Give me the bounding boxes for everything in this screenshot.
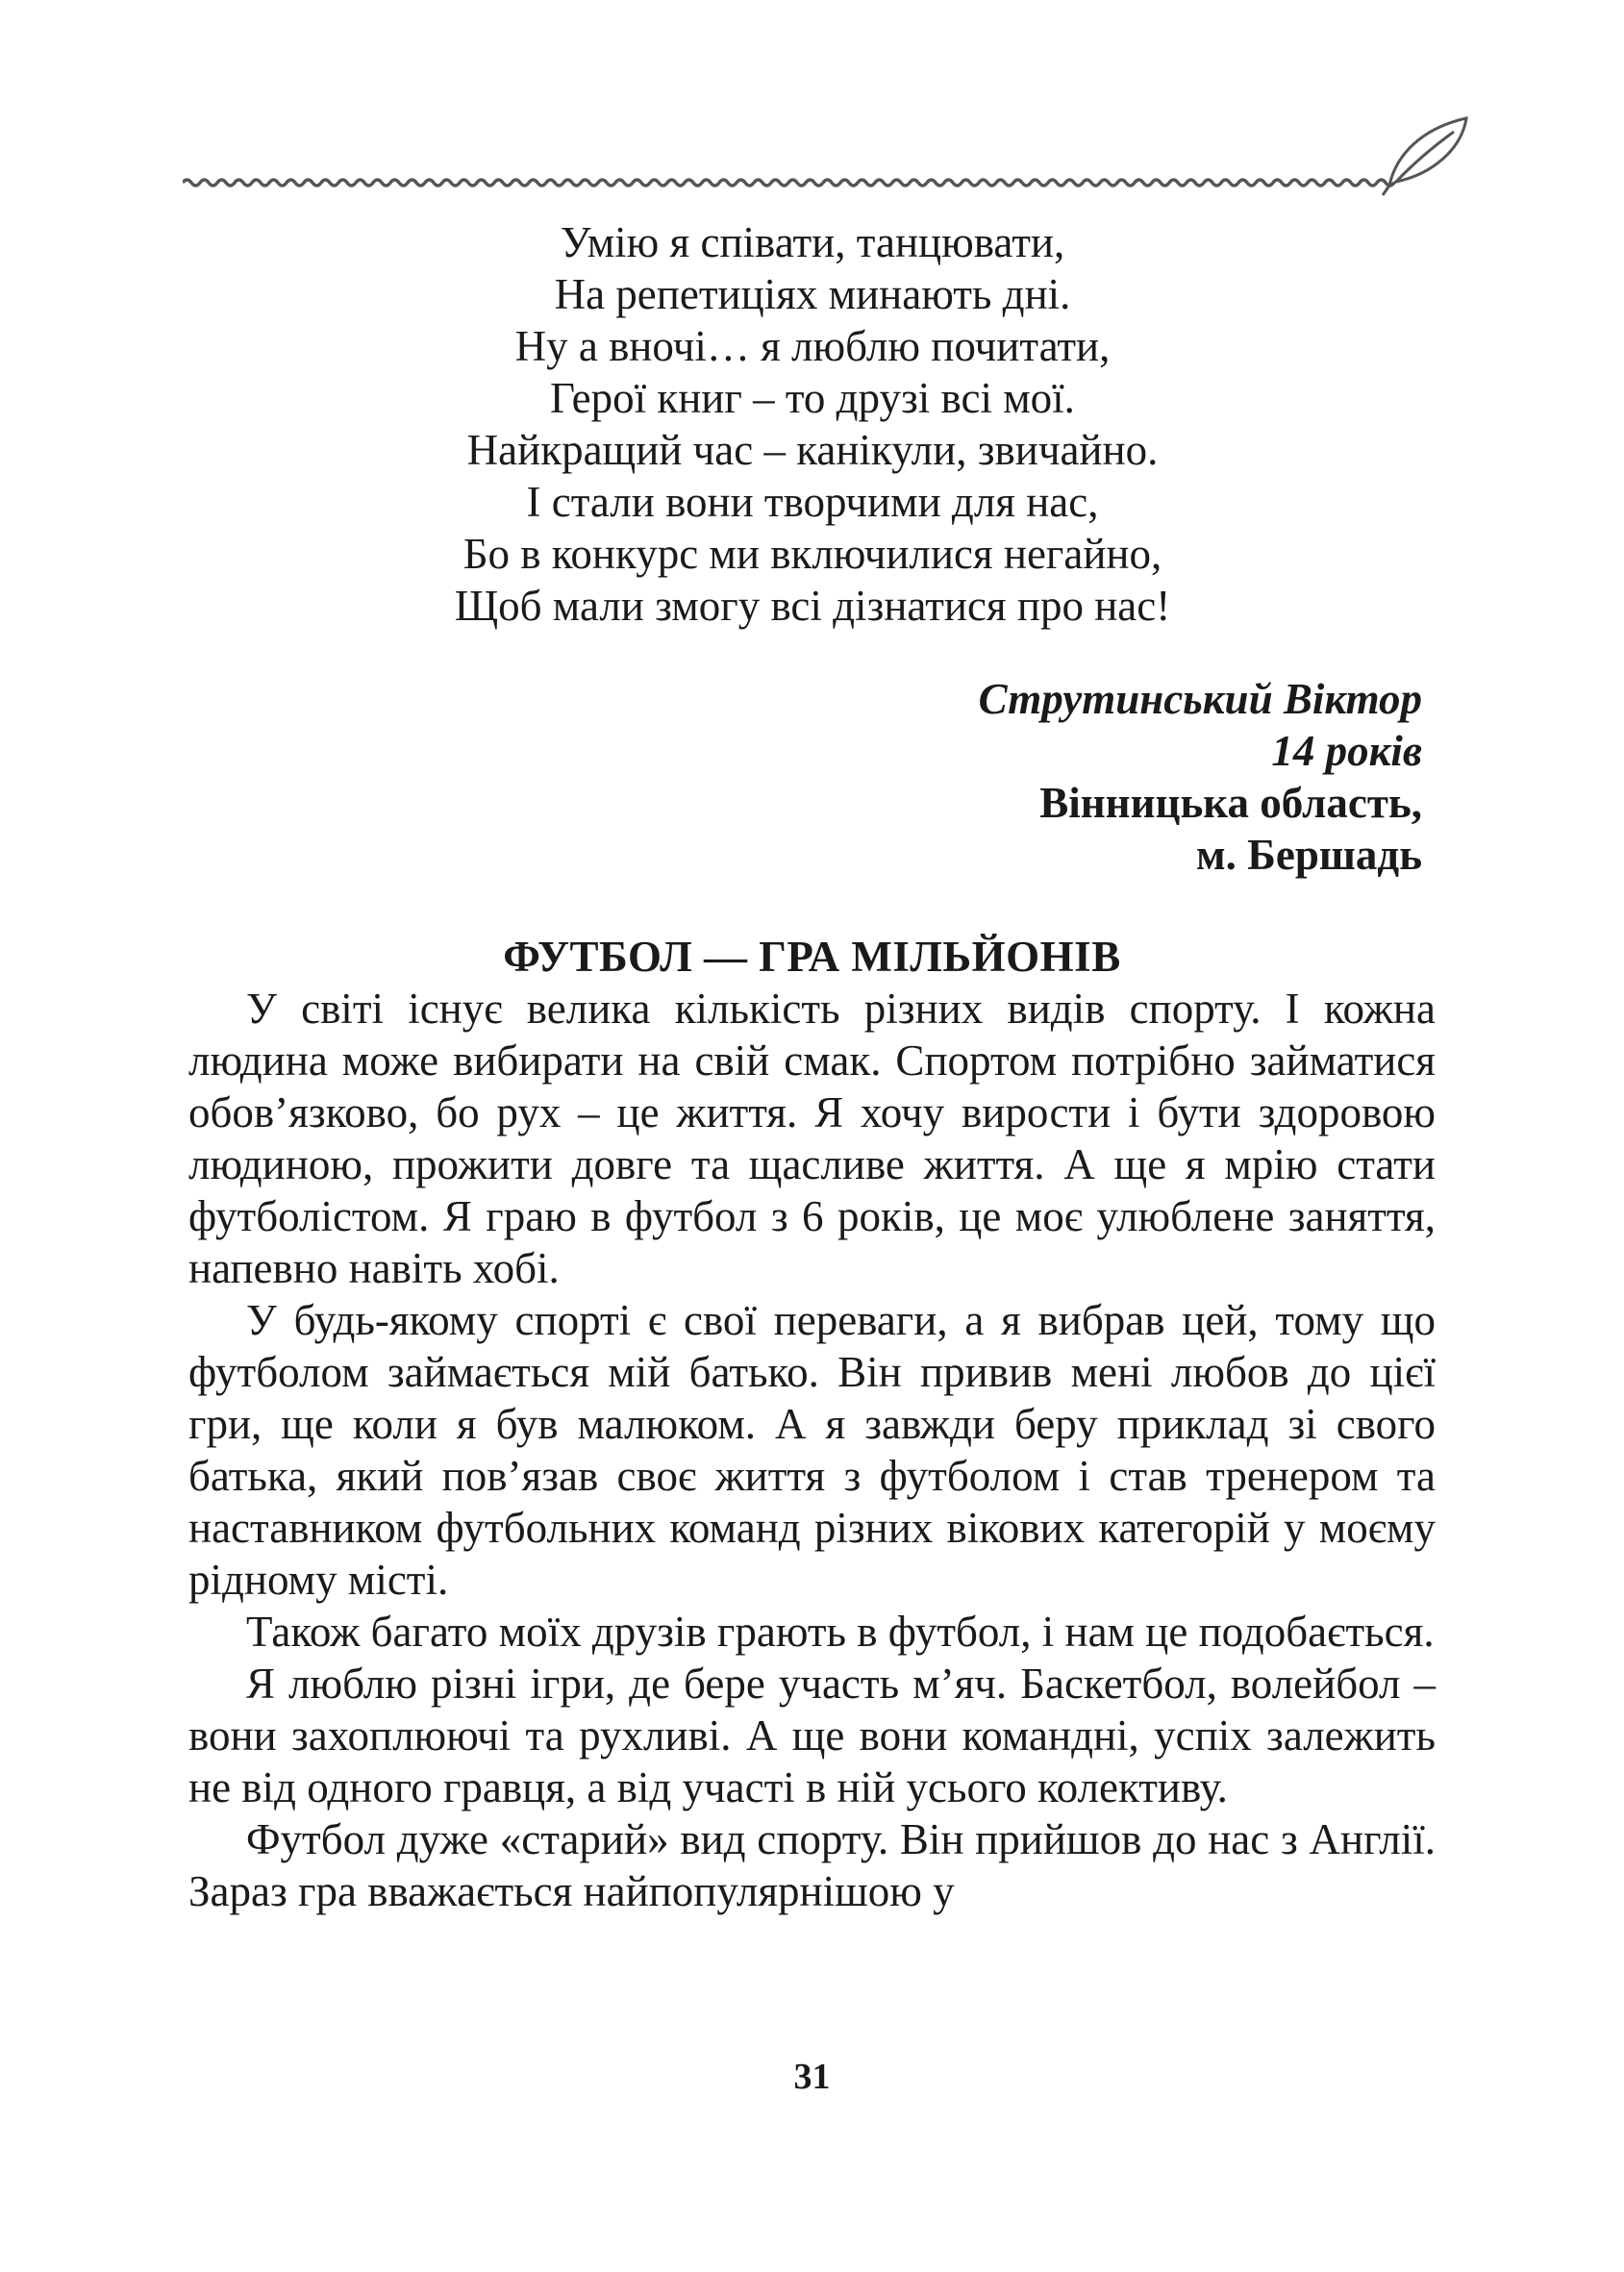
page-number: 31 (793, 2057, 831, 2097)
poem-line: На репетиціях минають дні. (554, 270, 1071, 318)
poem-line: І стали вони творчими для нас, (526, 478, 1099, 526)
essay-paragraph: Футбол дуже «старий» вид спорту. Він прийшов до нас з Англії. Зараз гра вважається найпопулярнішою у (188, 1815, 1436, 1915)
author-signature (979, 673, 1422, 881)
author-name: Струтинський Віктор (978, 675, 1422, 723)
essay-paragraph: Також багато моїх друзів грають в футбол, і нам це подобається. (246, 1608, 1435, 1656)
author-age: 14 років (1271, 727, 1422, 775)
wavy-line-quill-icon (183, 111, 1471, 197)
poem-line: Герої книг – то друзі всі мої. (550, 374, 1075, 422)
poem (288, 216, 1337, 632)
essay-paragraph: У світі існує велика кількість різних видів спорту. І кожна людина може вибирати на свій смак. Спортом потрібно займатися обов’язково, бо рух – це життя. Я хочу вирости і бути здоровою людиною, прожити довге та щасливе життя. А ще я мрію стати футболістом. Я граю в футбол з 6 років, це моє улюблене заняття, напевно навіть хобі. (188, 985, 1436, 1292)
essay (188, 931, 1436, 1917)
essay-title: ФУТБОЛ — ГРА МІЛЬЙОНІВ (503, 933, 1121, 981)
poem-line: Найкращий час – канікули, звичайно. (466, 426, 1159, 474)
poem-line: Ну а вночі… я люблю почитати, (514, 322, 1111, 370)
poem-line: Бо в конкурс ми включилися негайно, (462, 530, 1162, 578)
essay-paragraph: У будь-якому спорті є свої переваги, а я вибрав цей, тому що футболом займається мій батько. Він привив мені любов до цієї гри, ще коли я був малюком. А я завжди беру приклад зі свого батька, який пов’язав своє життя з футболом і став тренером та наставником футбольних команд різних вікових категорій у моєму рідному місті. (188, 1296, 1436, 1604)
poem-line: Щоб мали змогу всі дізнатися про нас! (454, 582, 1171, 630)
author-city: м. Бершадь (1196, 831, 1422, 879)
poem-line: Умію я співати, танцювати, (560, 218, 1065, 266)
author-region: Вінницька область, (1039, 779, 1422, 827)
essay-paragraph: Я люблю різні ігри, де бере участь м’яч. Баскетбол, волейбол – вони захоплюючі та рухливі. А ще вони командні, успіх залежить не від одного гравця, а від участі в ній усього колективу. (188, 1660, 1436, 1811)
